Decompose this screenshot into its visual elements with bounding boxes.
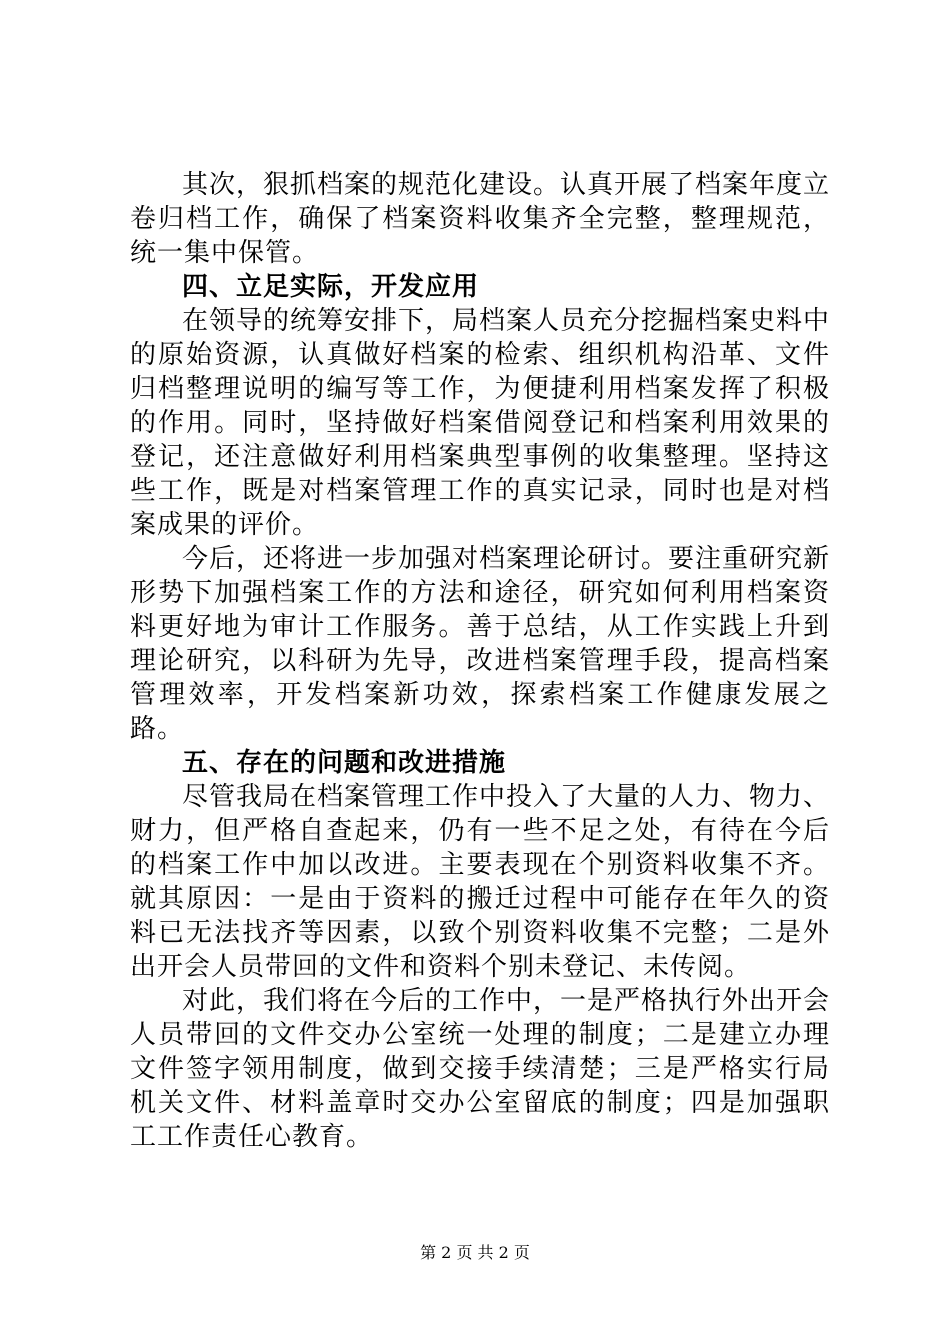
section-heading-4: 四、立足实际，开发应用 <box>182 272 480 302</box>
paragraph-future-research: 今后，还将进一步加强对档案理论研讨。要注重研究新形势下加强档案工作的方法和途径，研究如何利用档案资料更好地为审计工作服务。善于总结，从工作实践上升到理论研究，以科研为先导，改进档案管理手段，提高档案管理效率，开发档案新功效，探索档案工作健康发展之路。 <box>130 544 831 744</box>
document-body <box>130 168 830 1154</box>
paragraph-archive-application: 在领导的统筹安排下，局档案人员充分挖掘档案史料中的原始资源，认真做好档案的检索、组织机构沿革、文件归档整理说明的编写等工作，为便捷利用档案发挥了积极的作用。同时，坚持做好档案借阅登记和档案利用效果的登记，还注意做好利用档案典型事例的收集整理。坚持这些工作，既是对档案管理工作的真实记录，同时也是对档案成果的评价。 <box>130 306 831 540</box>
paragraph-improvement-measures: 对此，我们将在今后的工作中，一是严格执行外出开会人员带回的文件交办公室统一处理的制度；二是建立办理文件签字领用制度，做到交接手续清楚；三是严格实行局机关文件、材料盖章时交办公室留底的制度；四是加强职工工作责任心教育。 <box>130 986 831 1152</box>
paragraph-existing-problems: 尽管我局在档案管理工作中投入了大量的人力、物力、财力，但严格自查起来，仍有一些不足之处，有待在今后的档案工作中加以改进。主要表现在个别资料收集不齐。就其原因：一是由于资料的搬迁过程中可能存在年久的资料已无法找齐等因素，以致个别资料收集不完整；二是外出开会人员带回的文件和资料个别未登记、未传阅。 <box>130 782 831 982</box>
paragraph-archive-standardization: 其次，狠抓档案的规范化建设。认真开展了档案年度立卷归档工作，确保了档案资料收集齐全完整，整理规范，统一集中保管。 <box>130 170 831 268</box>
page-number-footer: 第 2 页 共 2 页 <box>420 1243 530 1262</box>
section-heading-5: 五、存在的问题和改进措施 <box>182 748 507 778</box>
